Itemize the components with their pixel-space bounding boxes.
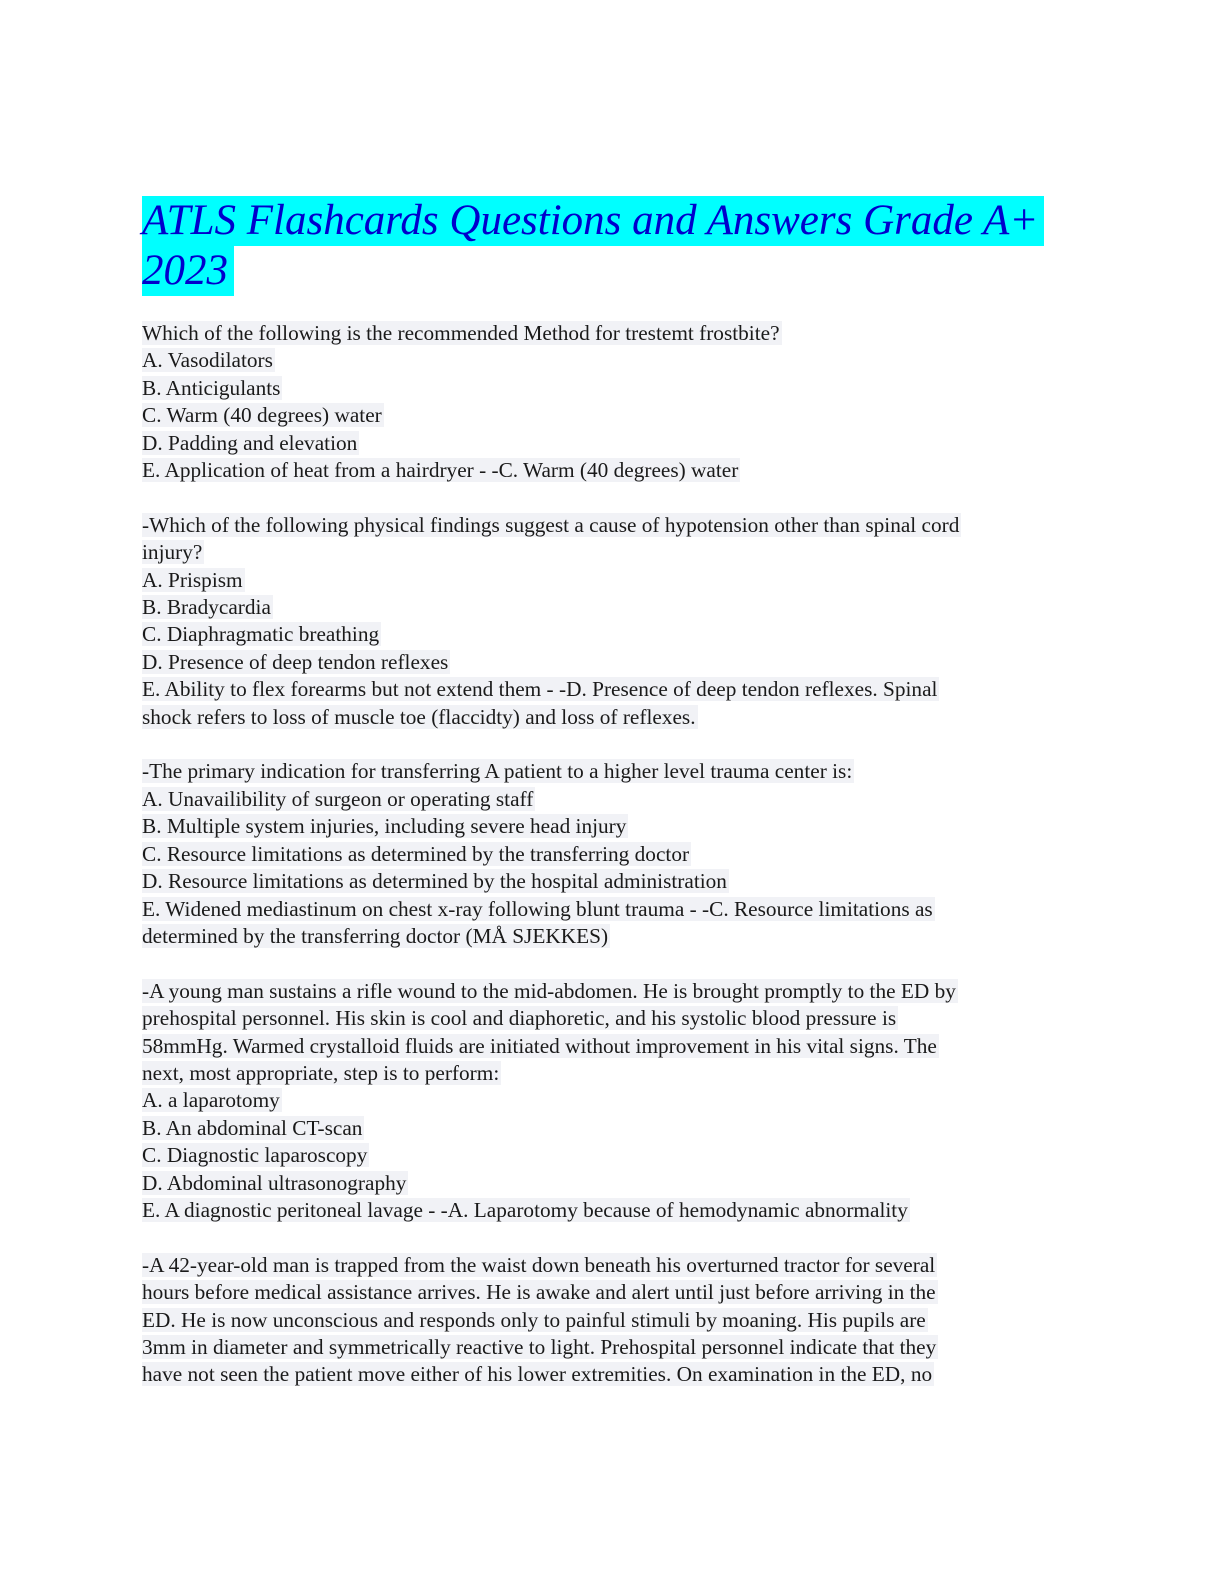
text-line: E. A diagnostic peritoneal lavage - -A. Laparotomy because of hemodynamic abnormality — [142, 1197, 908, 1222]
text-line: -Which of the following physical findings suggest a cause of hypotension other than spinal cord — [142, 512, 960, 537]
text-line: C. Warm (40 degrees) water — [142, 403, 382, 428]
text-line: 58mmHg. Warmed crystalloid fluids are initiated without improvement in his vital signs. The — [142, 1033, 937, 1058]
title-line-1: ATLS Flashcards Questions and Answers Grade A+ — [142, 196, 1044, 246]
question-block-3 — [142, 758, 1072, 950]
text-line: B. Anticigulants — [142, 375, 281, 400]
document-page — [142, 196, 1072, 1416]
text-line: C. Diaphragmatic breathing — [142, 622, 380, 647]
text-line: hours before medical assistance arrives. He is awake and alert until just before arriving in the — [142, 1280, 936, 1305]
text-line: D. Padding and elevation — [142, 430, 358, 455]
text-line: ED. He is now unconscious and responds only to painful stimuli by moaning. His pupils are — [142, 1307, 926, 1332]
text-line: A. a laparotomy — [142, 1088, 280, 1113]
text-line: -The primary indication for transferring A patient to a higher level trauma center is: — [142, 759, 853, 784]
text-line: A. Unavailibility of surgeon or operating staff — [142, 786, 534, 811]
question-block-5 — [142, 1252, 1072, 1389]
text-line: D. Abdominal ultrasonography — [142, 1170, 407, 1195]
text-line: B. Multiple system injuries, including severe head injury — [142, 814, 627, 839]
question-block-1 — [142, 320, 1072, 484]
text-line: A. Vasodilators — [142, 348, 273, 373]
text-line: injury? — [142, 540, 203, 565]
question-block-4 — [142, 978, 1072, 1225]
text-line: E. Application of heat from a hairdryer - -C. Warm (40 degrees) water — [142, 458, 739, 483]
text-line: prehospital personnel. His skin is cool and diaphoretic, and his systolic blood pressure is — [142, 1006, 897, 1031]
text-line: B. An abdominal CT-scan — [142, 1115, 363, 1140]
text-line: -A 42-year-old man is trapped from the waist down beneath his overturned tractor for several — [142, 1252, 936, 1277]
text-line: D. Resource limitations as determined by the hospital administration — [142, 869, 727, 894]
document-title — [142, 196, 1072, 296]
text-line: E. Widened mediastinum on chest x-ray following blunt trauma - -C. Resource limitations as — [142, 896, 933, 921]
title-line-2: 2023 — [142, 246, 234, 296]
text-line: A. Prispism — [142, 567, 243, 592]
text-line: C. Diagnostic laparoscopy — [142, 1143, 368, 1168]
text-line: shock refers to loss of muscle toe (flaccidty) and loss of reflexes. — [142, 704, 696, 729]
text-line: have not seen the patient move either of his lower extremities. On examination in the ED, no — [142, 1362, 933, 1387]
text-line: determined by the transferring doctor (MÅ SJEKKES) — [142, 923, 609, 948]
text-line: D. Presence of deep tendon reflexes — [142, 649, 449, 674]
text-line: B. Bradycardia — [142, 595, 271, 620]
text-line: 3mm in diameter and symmetrically reactive to light. Prehospital personnel indicate that they — [142, 1334, 937, 1359]
text-line: Which of the following is the recommended Method for trestemt frostbite? — [142, 321, 780, 345]
text-line: E. Ability to flex forearms but not extend them - -D. Presence of deep tendon reflexes. Spinal — [142, 677, 938, 702]
text-line: next, most appropriate, step is to perform: — [142, 1060, 500, 1085]
document-body — [142, 320, 1072, 1389]
text-line: -A young man sustains a rifle wound to the mid-abdomen. He is brought promptly to the ED by — [142, 978, 956, 1003]
text-line: C. Resource limitations as determined by the transferring doctor — [142, 841, 690, 866]
question-block-2 — [142, 512, 1072, 731]
